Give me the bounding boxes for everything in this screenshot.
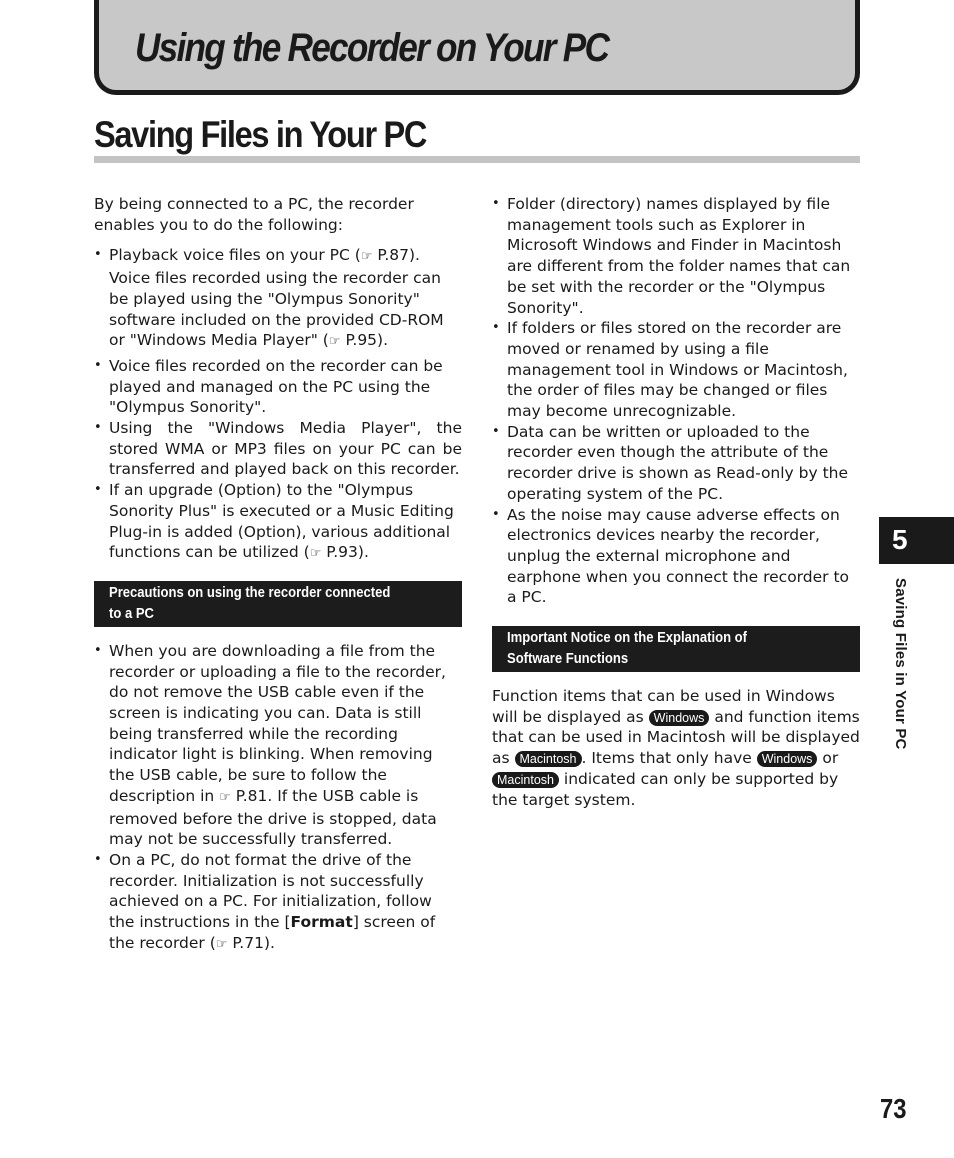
- page-reference-icon: ☞: [328, 334, 341, 350]
- list-item: • Folder (directory) names displayed by file management tools such as Explorer in Microsoft Windows and Finder in Macintosh are different from the folder names that can be set with the recorder or the "Olympus Sonority".: [492, 194, 860, 318]
- feature-list: [94, 245, 462, 565]
- page-reference-icon: ☞: [219, 789, 231, 805]
- page-number: 73: [880, 1093, 907, 1124]
- notice-paragraph: Function items that can be used in Windows will be displayed as Windows and function items that can be used in Macintosh will be displayed as Macintosh . Items that only have Windows or Macintosh indicated can only be supported by the target system.: [492, 687, 860, 809]
- list-item: • Using the "Windows Media Player", the stored WMA or MP3 files on your PC can be transferred and played back on this recorder.: [94, 418, 462, 480]
- chapter-title: Using the Recorder on Your PC: [135, 26, 609, 70]
- precautions-heading: Precautions on using the recorder connected to a PC: [94, 581, 462, 627]
- chapter-number: 5: [892, 524, 908, 555]
- precautions-list: [94, 641, 462, 956]
- chapter-tab: [879, 517, 954, 564]
- chapter-header: [94, 0, 860, 95]
- left-column: [94, 194, 462, 956]
- list-item: • Data can be written or uploaded to the recorder even though the attribute of the recorder drive is shown as Read-only by the operating system of the PC.: [492, 422, 860, 505]
- section-title: Saving Files in Your PC: [94, 114, 427, 155]
- format-menu-label: Format: [290, 913, 353, 932]
- notice-heading: Important Notice on the Explanation of Software Functions: [492, 626, 860, 672]
- macintosh-badge: Macintosh: [515, 751, 582, 767]
- macintosh-badge: Macintosh: [492, 772, 559, 788]
- windows-badge: Windows: [757, 751, 818, 767]
- list-item: • If folders or files stored on the recorder are moved or renamed by using a file management tool in Windows or Macintosh, the order of files may be changed or files may become unrecognizable.: [492, 318, 860, 422]
- notes-list: [492, 194, 860, 608]
- list-item: • When you are downloading a file from the recorder or uploading a file to the recorder, do not remove the USB cable even if the screen is indicating you can. Data is still being transferred while the recording indicator light is blinking. When removing the USB cable, be sure to follow the description in ☞ P.81. If the USB cable is removed before the drive is stopped, data may not be successfully transferred.: [94, 641, 462, 850]
- list-item: • If an upgrade (Option) to the "Olympus Sonority Plus" is executed or a Music Editing Plug-in is added (Option), various additional functions can be utilized (☞ P.93).: [94, 480, 462, 565]
- page-reference-icon: ☞: [215, 936, 228, 952]
- page-reference-icon: ☞: [360, 249, 373, 265]
- section-rule: [94, 156, 860, 163]
- page-reference-icon: ☞: [309, 546, 322, 562]
- windows-badge: Windows: [649, 710, 710, 726]
- list-item: • Playback voice files on your PC (☞ P.87). Voice files recorded using the recorder can be played using the "Olympus Sonority" software included on the provided CD-ROM or "Windows Media Player" (☞ P.95).: [94, 245, 462, 353]
- list-item: • Voice files recorded on the recorder can be played and managed on the PC using the "Olympus Sonority".: [94, 356, 462, 418]
- list-item: • As the noise may cause adverse effects on electronics devices nearby the recorder, unplug the external microphone and earphone when you connect the recorder to a PC.: [492, 505, 860, 609]
- right-column: [492, 194, 860, 810]
- list-item: • On a PC, do not format the drive of the recorder. Initialization is not successfully achieved on a PC. For initialization, follow the instructions in the [Format] screen of the recorder (☞ P.71).: [94, 850, 462, 956]
- intro-paragraph: By being connected to a PC, the recorder enables you to do the following:: [94, 195, 414, 234]
- chapter-side-label: Saving Files in Your PC: [892, 578, 909, 750]
